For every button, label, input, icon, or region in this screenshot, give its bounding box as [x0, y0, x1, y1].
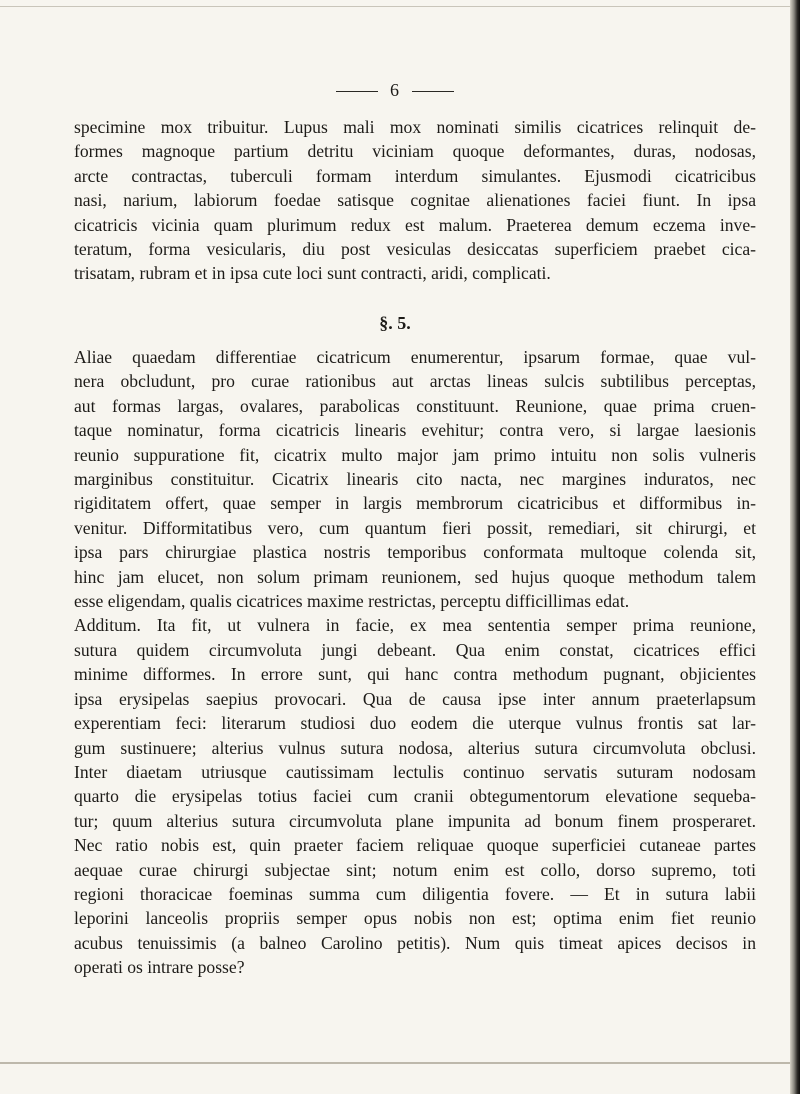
text-line: quarto die erysipelas totius faciei cum cranii obtegumentorum elevatione sequeba- — [74, 786, 756, 807]
page-number: 6 — [390, 80, 400, 100]
text-line: Additum. Ita fit, ut vulnera in facie, ex mea sententia semper prima reunione, — [74, 615, 756, 636]
text-line: marginibus constituitur. Cicatrix linearis cito nacta, nec margines induratos, nec — [74, 469, 756, 490]
text-line: Aliae quaedam differentiae cicatricum enumerentur, ipsarum formae, quae vul- — [74, 347, 756, 367]
left-dash — [336, 91, 378, 92]
text-line: esse eligendam, qualis cicatrices maxime restrictas, perceptu difficillimas edat. — [74, 591, 630, 612]
text-line: aut formas largas, ovalares, parabolicas constituunt. Reunione, quae prima cruen- — [74, 395, 756, 416]
text-line: trisatam, rubram et in ipsa cute loci sunt contracti, aridi, complicati. — [74, 263, 551, 284]
section-heading: §. 5. — [379, 313, 411, 333]
text-line: rigiditatem offert, quae semper in largis membrorum cicatricibus et difformibus in- — [74, 493, 756, 514]
text-line: specimine mox tribuitur. Lupus mali mox nominati similis cicatrices relinquit de- — [74, 117, 756, 137]
text-line: aequae curae chirurgi subjectae sint; notum enim est collo, dorso supremo, toti — [74, 859, 756, 880]
text-line: Nec ratio nobis est, quin praeter faciem reliquae quoque superficiei cutaneae partes — [74, 835, 756, 856]
text-line: ipsa erysipelas saepius provocari. Qua de causa ipse inter annum praeterlapsum — [74, 688, 756, 709]
text-line: venitur. Difformitatibus vero, cum quantum fieri possit, remediari, sit chirurgi, et — [74, 517, 756, 538]
text-line: tur; quum alterius sutura circumvoluta plane impunita ad bonum finem prosperaret. — [74, 810, 756, 831]
text-line: operati os intrare posse? — [74, 957, 245, 978]
text-line: minime difformes. In errore sunt, qui hanc contra methodum pugnant, objicientes — [74, 664, 756, 685]
text-line: acubus tenuissimis (a balneo Carolino petitis). Num quis timeat apices decisos in — [74, 932, 756, 953]
page-binding-edge — [790, 0, 800, 1094]
text-line: experentiam feci: literarum studiosi duo eodem die uterque vulnus frontis sat lar- — [74, 713, 756, 734]
text-line: reunio suppuratione fit, cicatrix multo major jam primo intuitu non solis vulneris — [74, 444, 756, 465]
text-line: ipsa pars chirurgiae plastica nostris temporibus conformata multoque colenda sit, — [74, 542, 756, 563]
bottom-edge-rule — [0, 1062, 790, 1064]
page-header — [0, 80, 790, 101]
text-line: cicatricis vicinia quam plurimum redux est malum. Praeterea demum eczema inve- — [74, 214, 756, 235]
text-line: Inter diaetam utriusque cautissimam lectulis continuo servatis suturam nodosam — [74, 761, 756, 782]
text-line: teratum, forma vesicularis, diu post vesiculas desiccatas superficiem praebet cica- — [74, 239, 756, 260]
right-dash — [412, 91, 454, 92]
text-line: regioni thoracicae foeminas summa cum diligentia fovere. — Et in sutura labii — [74, 883, 756, 904]
text-line: nasi, narium, labiorum foedae satisque cognitae alienationes faciei fiunt. In ipsa — [74, 190, 756, 211]
text-line: taque nominatur, forma cicatricis linearis evehitur; contra vero, si largae laesionis — [74, 420, 756, 441]
text-line: nera obcludunt, pro curae rationibus aut arctas lineas sulcis subtilibus perceptas, — [74, 371, 756, 392]
text-line: formes magnoque partium detritu viciniam quoque deformantes, duras, nodosas, — [74, 141, 756, 162]
text-line: arcte contractas, tuberculi formam interdum simulantes. Ejusmodi cicatricibus — [74, 165, 756, 186]
paragraph-2 — [74, 345, 756, 980]
top-edge-rule — [0, 0, 790, 7]
text-line: hinc jam elucet, non solum primam reunionem, sed hujus quoque methodum talem — [74, 566, 756, 587]
text-line: leporini lanceolis propriis semper opus nobis non est; optima enim fiet reunio — [74, 908, 756, 929]
paragraph-1 — [74, 115, 756, 286]
text-line: sutura quidem circumvoluta jungi debeant. Qua enim constat, cicatrices effici — [74, 639, 756, 660]
text-line: gum sustinuere; alterius vulnus sutura nodosa, alterius sutura circumvoluta obclusi. — [74, 737, 756, 758]
